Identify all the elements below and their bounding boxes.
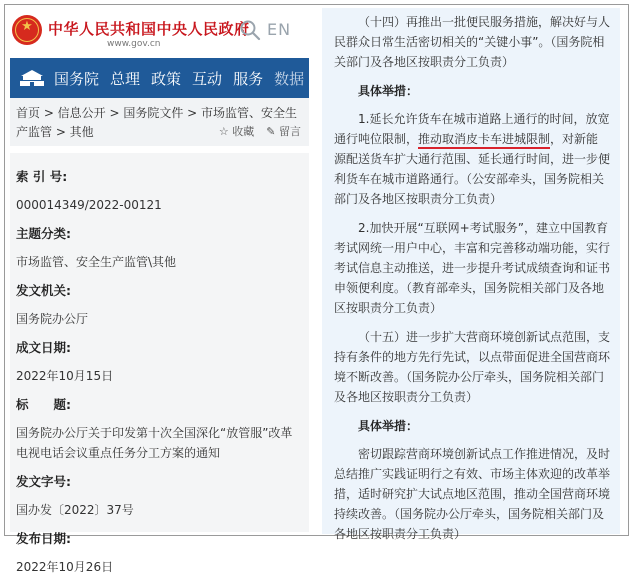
- breadcrumb-line-1[interactable]: 首页 > 信息公开 > 国务院文件 > 市场监管、安全生: [16, 106, 298, 120]
- nav-item-data[interactable]: 数据: [274, 69, 305, 88]
- article-body: [322, 8, 620, 541]
- text-segment: ，对新能源配送货车扩大通行范围、延长通行时间，进一步便利货车在城市道路通行。（公安部牵头，国务院相关部门及各地区按职责分工负责）: [334, 132, 611, 206]
- english-link[interactable]: EN: [267, 20, 292, 39]
- article-paragraph: 2.加快开展“互联网+考试服务”，建立中国教育考试网统一用户中心，丰富和完善移动端功能，实行考试信息主动推送，进一步提升考试成绩查询和证书申领便利度。（教育部牵头，国务院相关部门及各地区按职责分工负责）: [334, 221, 611, 315]
- star-icon: ☆: [218, 125, 229, 138]
- nav-item-policy[interactable]: 政策: [151, 69, 182, 88]
- meta-index: [16, 167, 303, 215]
- main-nav: [10, 58, 309, 98]
- national-emblem-icon[interactable]: ★: [12, 15, 42, 45]
- meta-value: 市场监管、安全生产监管\其他: [16, 255, 177, 269]
- meta-issuer: [16, 281, 303, 329]
- meta-value: 国务院办公厅关于印发第十次全国深化“放管服”改革电视电话会议重点任务分工方案的通知: [16, 426, 293, 460]
- meta-label: 发文机关:: [16, 283, 71, 298]
- document-metadata: [10, 153, 309, 574]
- comment-button[interactable]: [266, 123, 301, 139]
- meta-value: 2022年10月26日: [16, 560, 114, 574]
- meta-written-date: [16, 338, 303, 386]
- meta-value: 000014349/2022-00121: [16, 198, 162, 212]
- search-icon[interactable]: [239, 19, 261, 41]
- meta-value: 2022年10月15日: [16, 369, 114, 383]
- nav-items: [54, 58, 304, 98]
- meta-title: [16, 395, 303, 463]
- site-header: [10, 9, 309, 55]
- meta-label: 发文字号:: [16, 474, 71, 489]
- meta-publish-date: [16, 529, 303, 577]
- text-segment: 1.延长允许货车在城市道路上通行的时间，放宽通行吨位限制，: [334, 112, 610, 146]
- article-subheading: 具体举措：: [358, 419, 419, 433]
- breadcrumb-line-2[interactable]: 产监管 > 其他: [16, 125, 94, 139]
- nav-item-interaction[interactable]: 互动: [192, 69, 223, 88]
- meta-value: 国务院办公厅: [16, 312, 89, 326]
- article-paragraph: 密切跟踪营商环境创新试点工作推进情况，及时总结推广实践证明行之有效、市场主体欢迎的改革举措，适时研究扩大试点地区范围，推动全国营商环境持续改善。（国务院办公厅牵头，国务院相关部门及各地区按职责分工负责）: [334, 447, 611, 541]
- article-paragraph: （十四）再推出一批便民服务措施，解决好与人民群众日常生活密切相关的“关键小事”。（国务院相关部门及各地区按职责分工负责）: [334, 15, 611, 69]
- favorite-label: 收藏: [232, 125, 255, 138]
- nav-item-state-council[interactable]: 国务院: [54, 69, 100, 88]
- meta-value: 国办发〔2022〕37号: [16, 503, 134, 517]
- comment-label: 留言: [279, 125, 301, 138]
- meta-label: 主题分类:: [16, 226, 71, 241]
- article-paragraph: （十五）进一步扩大营商环境创新试点范围，支持有条件的地方先行先试，以点带面促进全国营商环境不断改善。（国务院办公厅牵头，国务院相关部门及各地区按职责分工负责）: [334, 330, 611, 404]
- article-paragraph-highlighted: [334, 109, 610, 209]
- site-url: www.gov.cn: [107, 39, 161, 49]
- left-panel: [10, 9, 309, 574]
- article-subheading: 具体举措：: [358, 84, 419, 98]
- favorite-button[interactable]: [219, 123, 254, 139]
- meta-label: 索 引 号:: [16, 169, 68, 184]
- meta-label: 发布日期:: [16, 531, 71, 546]
- tiananmen-icon[interactable]: [18, 69, 46, 87]
- pen-icon: ✎: [266, 125, 276, 138]
- page-actions: [219, 123, 301, 139]
- meta-doc-number: [16, 472, 303, 520]
- nav-item-service[interactable]: 服务: [233, 69, 264, 88]
- meta-label: 成文日期:: [16, 340, 71, 355]
- site-name[interactable]: 中华人民共和国中央人民政府: [48, 20, 250, 38]
- breadcrumb: [10, 98, 309, 146]
- meta-category: [16, 224, 303, 272]
- meta-label: 标 题:: [16, 397, 71, 412]
- highlighted-phrase: 推动取消皮卡车进城限制: [418, 132, 550, 149]
- nav-item-premier[interactable]: 总理: [110, 69, 141, 88]
